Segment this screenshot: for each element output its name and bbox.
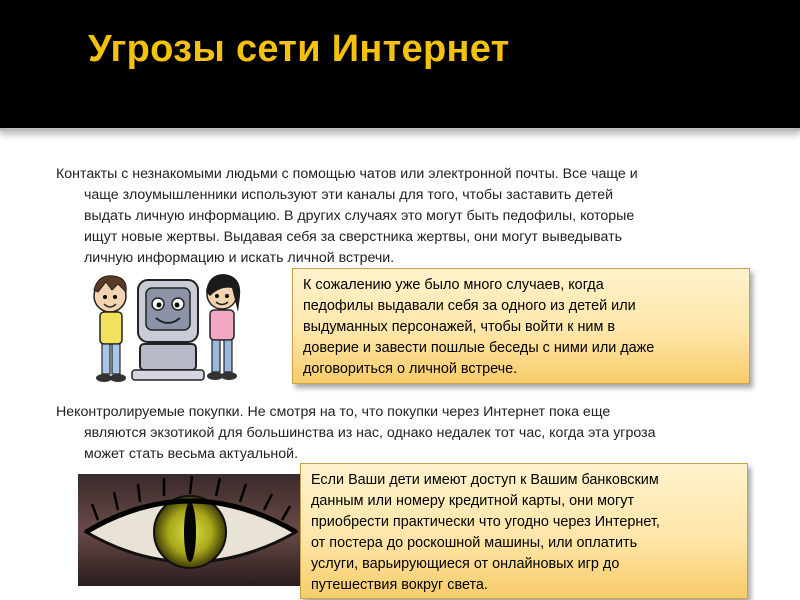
callout-pedophiles bbox=[292, 268, 750, 384]
yellow-eye-icon bbox=[78, 474, 303, 586]
callout-bank-data-line-3: приобрести практически что угодно через Интернет, bbox=[311, 514, 660, 530]
callout-bank-data-line-4: от постера до роскошной машины, или оплатить bbox=[311, 535, 638, 551]
paragraph-contacts bbox=[56, 164, 756, 269]
callout-pedophiles-line-5: договориться о личной встрече. bbox=[303, 361, 518, 377]
kids-and-computer-icon bbox=[88, 266, 248, 391]
callout-bank-data-line-6: путешествия вокруг света. bbox=[311, 577, 488, 593]
callout-bank-data-line-1: Если Ваши дети имеют доступ к Вашим банковским bbox=[311, 472, 659, 488]
callout-bank-data bbox=[300, 463, 748, 599]
callout-pedophiles-line-2: педофилы выдавали себя за одного из детей или bbox=[303, 298, 636, 314]
paragraph-purchases-line-3: может стать весьма актуальной. bbox=[84, 446, 299, 462]
paragraph-purchases-line-2: являются экзотикой для большинства из нас, однако недалек тот час, когда эта угроза bbox=[84, 425, 656, 441]
callout-pedophiles-line-1: К сожалению уже было много случаев, когда bbox=[303, 277, 604, 293]
paragraph-purchases bbox=[56, 402, 756, 465]
paragraph-contacts-line-1: Контакты с незнакомыми людьми с помощью чатов или электронной почты. Все чаще и bbox=[56, 166, 638, 182]
callout-pedophiles-line-3: выдуманных персонажей, чтобы войти к ним в bbox=[303, 319, 616, 335]
paragraph-contacts-line-3: выдать личную информацию. В других случаях это могут быть педофилы, которые bbox=[84, 208, 635, 224]
callout-bank-data-line-5: услуги, варьирующиеся от онлайновых игр до bbox=[311, 556, 620, 572]
title-band bbox=[0, 0, 800, 131]
paragraph-purchases-line-1: Неконтролируемые покупки. Не смотря на то, что покупки через Интернет пока еще bbox=[56, 404, 611, 420]
paragraph-contacts-line-2: чаще злоумышленники используют эти каналы для того, чтобы заставить детей bbox=[84, 187, 614, 203]
callout-pedophiles-line-4: доверие и завести пошлые беседы с ними или даже bbox=[303, 340, 655, 356]
paragraph-contacts-line-5: личную информацию и искать личной встречи. bbox=[84, 250, 395, 266]
slide-title: Угрозы сети Интернет bbox=[88, 28, 510, 70]
callout-bank-data-line-2: данным или номеру кредитной карты, они могут bbox=[311, 493, 635, 509]
paragraph-contacts-line-4: ищут новые жертвы. Выдавая себя за сверстника жертвы, они могут выведывать bbox=[84, 229, 622, 245]
